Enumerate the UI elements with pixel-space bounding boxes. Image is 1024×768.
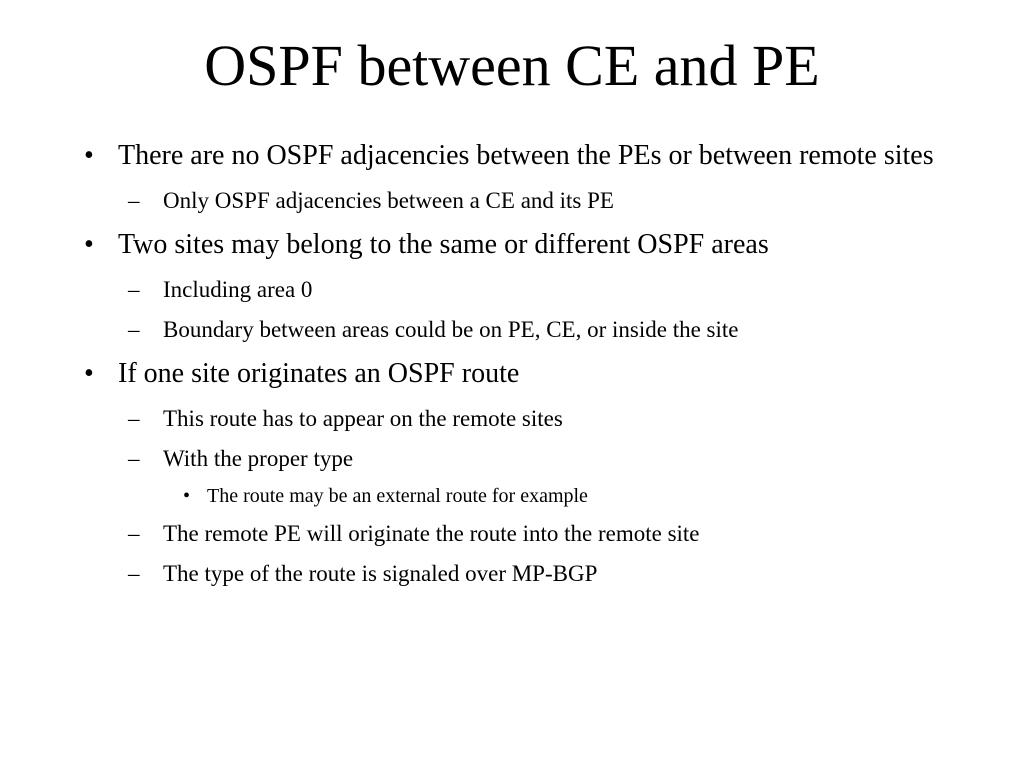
sub-bullet-item [80, 519, 960, 549]
sub-bullet-item [80, 404, 960, 434]
dash-marker: – [128, 406, 140, 431]
sub-bullet-item [80, 315, 960, 345]
dash-marker: – [128, 188, 140, 213]
dash-marker: – [128, 446, 140, 471]
bullet-marker: • [183, 485, 191, 507]
bullet-item [80, 354, 960, 394]
sub-bullet-text: Only OSPF adjacencies between a CE and its PE [163, 188, 614, 213]
sub-bullet-item [80, 444, 960, 474]
dash-marker: – [128, 277, 140, 302]
dash-marker: – [128, 521, 140, 546]
sub-bullet-text: This route has to appear on the remote sites [163, 406, 563, 431]
sub-bullet-text: The remote PE will originate the route into the remote site [163, 521, 700, 546]
sub-bullet-text: Boundary between areas could be on PE, CE, or inside the site [163, 317, 739, 342]
dash-marker: – [128, 561, 140, 586]
bullet-marker: • [84, 140, 94, 171]
sub-sub-bullet-text: The route may be an external route for example [207, 485, 588, 507]
sub-bullet-text: With the proper type [163, 446, 354, 471]
bullet-item [80, 136, 960, 176]
bullet-marker: • [84, 358, 94, 389]
bullet-text: There are no OSPF adjacencies between the PEs or between remote sites [118, 140, 934, 171]
dash-marker: – [128, 317, 140, 342]
sub-bullet-text: Including area 0 [163, 277, 313, 302]
bullet-text: If one site originates an OSPF route [118, 358, 520, 389]
sub-bullet-text: The type of the route is signaled over MP-BGP [163, 561, 598, 586]
sub-bullet-item [80, 275, 960, 305]
bullet-item [80, 225, 960, 265]
sub-bullet-item [80, 186, 960, 216]
sub-bullet-item [80, 559, 960, 589]
bullet-text: Two sites may belong to the same or different OSPF areas [118, 229, 769, 260]
slide-body [80, 136, 960, 589]
sub-sub-bullet-item [80, 483, 960, 509]
slide-title: OSPF between CE and PE [204, 33, 820, 98]
bullet-marker: • [84, 229, 94, 260]
